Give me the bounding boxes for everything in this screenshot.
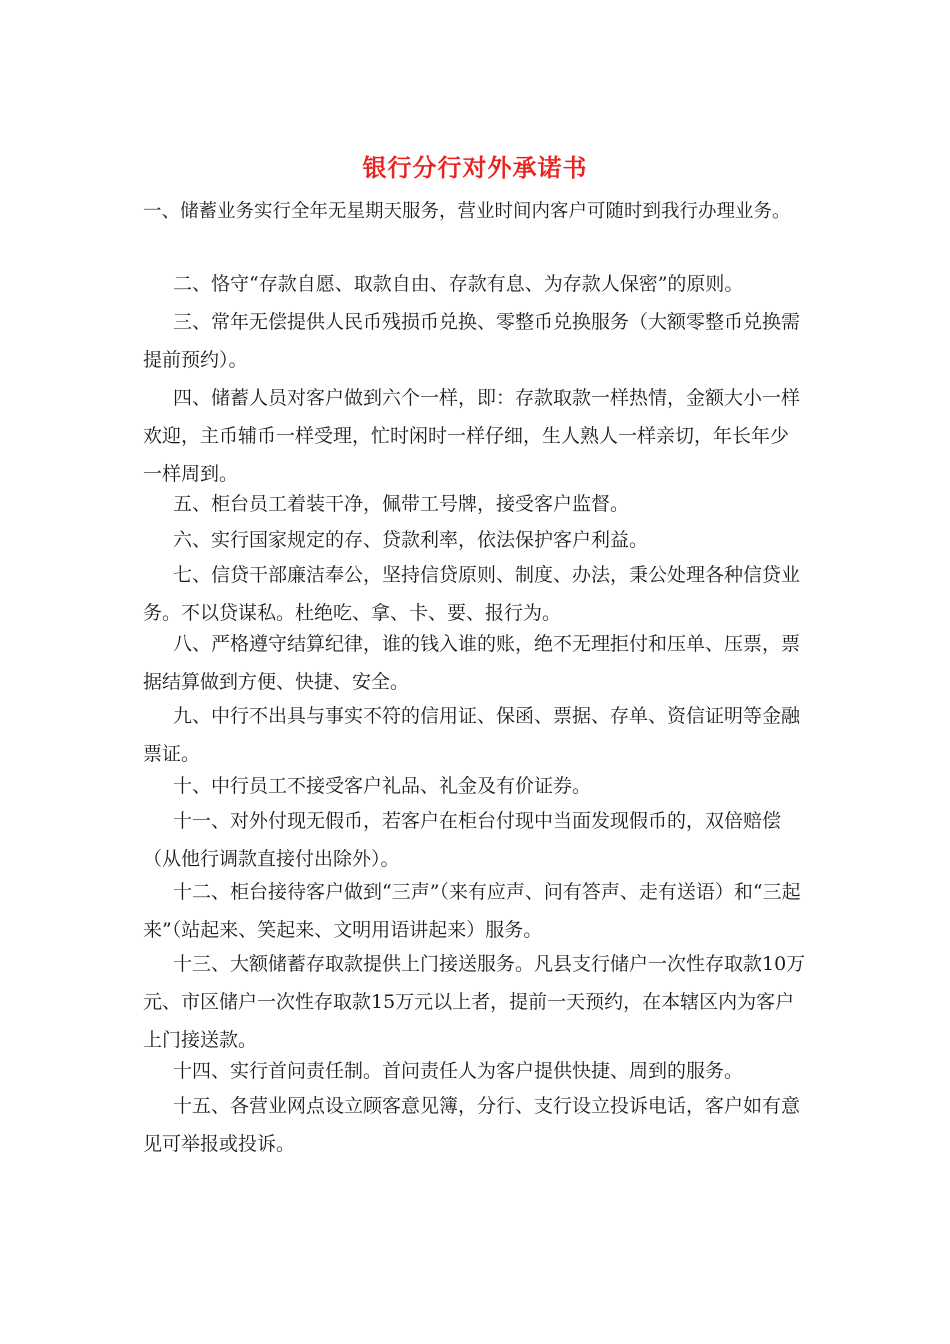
commitment-4: 四、储蓄人员对客户做到六个一样，即：存款取款一样热情，金额大小一样欢迎，主币辅币一样受理，忙时闲时一样仔细，生人熟人一样亲切，年长年少一样周到。 [143,387,801,485]
commitment-2: 二、恪守“存款自愿、取款自由、存款有息、为存款人保密”的原则。 [173,273,744,295]
commitment-10: 十、中行员工不接受客户礼品、礼金及有价证券。 [173,775,592,797]
commitment-7: 七、信贷干部廉洁奉公，坚持信贷原则、制度、办法，秉公处理各种信贷业务。不以贷谋私。杜绝吃、拿、卡、要、报行为。 [143,564,801,624]
commitment-3: 三、常年无偿提供人民币残损币兑换、零整币兑换服务（大额零整币兑换需提前预约）。 [143,311,801,371]
commitment-1: 一、储蓄业务实行全年无星期天服务，营业时间内客户可随时到我行办理业务。 [143,201,791,222]
document-title: 银行分行对外承诺书 [362,153,588,182]
commitment-14: 十四、实行首问责任制。首问责任人为客户提供快捷、周到的服务。 [173,1060,744,1082]
commitment-9: 九、中行不出具与事实不符的信用证、保函、票据、存单、资信证明等金融票证。 [143,705,801,765]
commitment-13: 十三、大额储蓄存取款提供上门接送服务。凡县支行储户一次性存取款10万元、市区储户一次性存取款15万元以上者，提前一天预约，在本辖区内为客户上门接送款。 [143,953,806,1051]
commitment-6: 六、实行国家规定的存、贷款利率，依法保护客户利益。 [173,529,649,551]
commitment-11: 十一、对外付现无假币，若客户在柜台付现中当面发现假币的，双倍赔偿（从他行调款直接付出除外）。 [143,810,782,870]
commitment-8: 八、严格遵守结算纪律，谁的钱入谁的账，绝不无理拒付和压单、压票，票据结算做到方便、快捷、安全。 [143,633,801,693]
commitment-15: 十五、各营业网点设立顾客意见簿，分行、支行设立投诉电话，客户如有意见可举报或投诉。 [143,1095,801,1155]
commitment-12: 十二、柜台接待客户做到“三声”（来有应声、问有答声、走有送语）和“三起来”（站起来、笑起来、文明用语讲起来）服务。 [143,881,801,941]
commitment-5: 五、柜台员工着装干净，佩带工号牌，接受客户监督。 [173,493,630,515]
